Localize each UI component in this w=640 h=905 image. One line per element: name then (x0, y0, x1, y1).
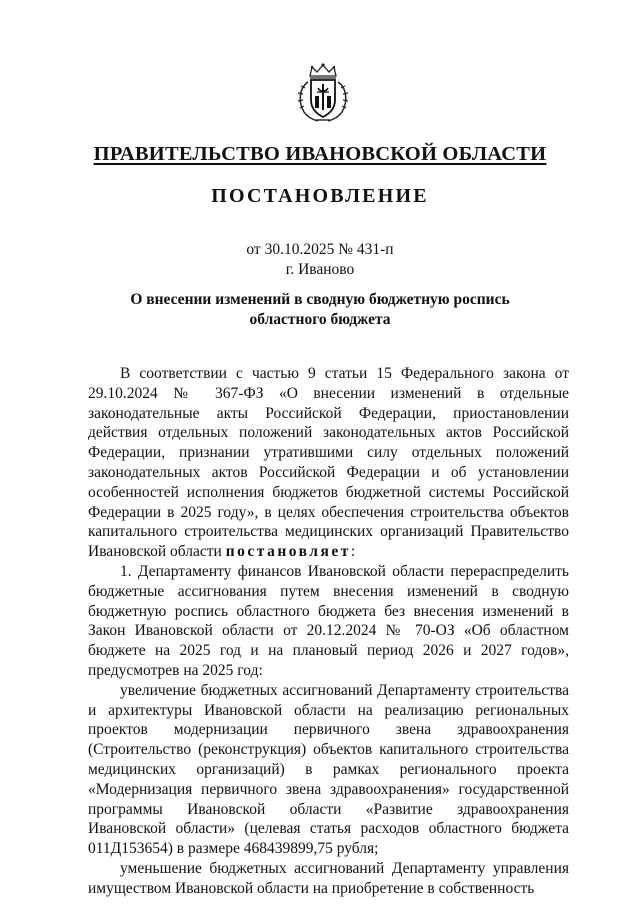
preamble-text: В соответствии с частью 9 статьи 15 Федерального закона от 29.10.2024 № 367-ФЗ «О внесении изменений в отдельные законодательные акты Российской Федерации, приостановлении действия отдельных положений законодательных актов Российской Федерации, признании утратившими силу отдельных положений законодательных актов Российской Федерации и об установлении особенностей исполнения бюджетов бюджетной системы Российской Федерации в 2025 году», в целях обеспечения строительства объектов капитального строительства медицинских организаций Правительство Ивановской области (88, 365, 569, 561)
paragraph-item-1: 1. Департаменту финансов Ивановской области перераспределить бюджетные ассигнования путем внесения изменений в сводную бюджетную роспись областного бюджета без внесения изменений в Закон Ивановской области от 20.12.2024 № 70-ОЗ «Об областном бюджете на 2025 год и на плановый период 2026 и 2027 годов», предусмотрев на 2025 год: (88, 562, 569, 679)
subject-line-2: областного бюджета (249, 311, 391, 328)
document-subject (0, 290, 640, 330)
document-body (88, 364, 569, 899)
document-type-heading: ПОСТАНОВЛЕНИЕ (211, 185, 429, 207)
coat-of-arms-icon (296, 62, 350, 124)
city: г. Иваново (285, 261, 355, 278)
document-meta (0, 240, 640, 280)
preamble-tail: : (350, 543, 356, 561)
paragraph-decrease: уменьшение бюджетных ассигнований Департаменту управления имуществом Ивановской области на приобретение в собственность (88, 859, 569, 897)
subject-line-1: О внесении изменений в сводную бюджетную роспись (130, 291, 510, 308)
government-title: ПРАВИТЕЛЬСТВО ИВАНОВСКОЙ ОБЛАСТИ (93, 143, 547, 165)
paragraph-preamble (88, 364, 569, 562)
resolves-word: постановляет (225, 543, 351, 561)
paragraph-increase: увеличение бюджетных ассигнований Департаменту строительства и архитектуры Ивановской области на реализацию региональных проектов модернизации первичного звена здравоохранения (Строительство (реконструкция) объектов капитального строительства медицинских организаций) в рамках регионального проекта «Модернизация первичного звена здравоохранения» государственной программы Ивановской области «Развитие здравоохранения Ивановской области» (целевая статья расходов областного бюджета 011Д153654) в размере 468439899,75 рубля; (88, 681, 569, 858)
date-number: от 30.10.2025 № 431-п (246, 241, 394, 258)
